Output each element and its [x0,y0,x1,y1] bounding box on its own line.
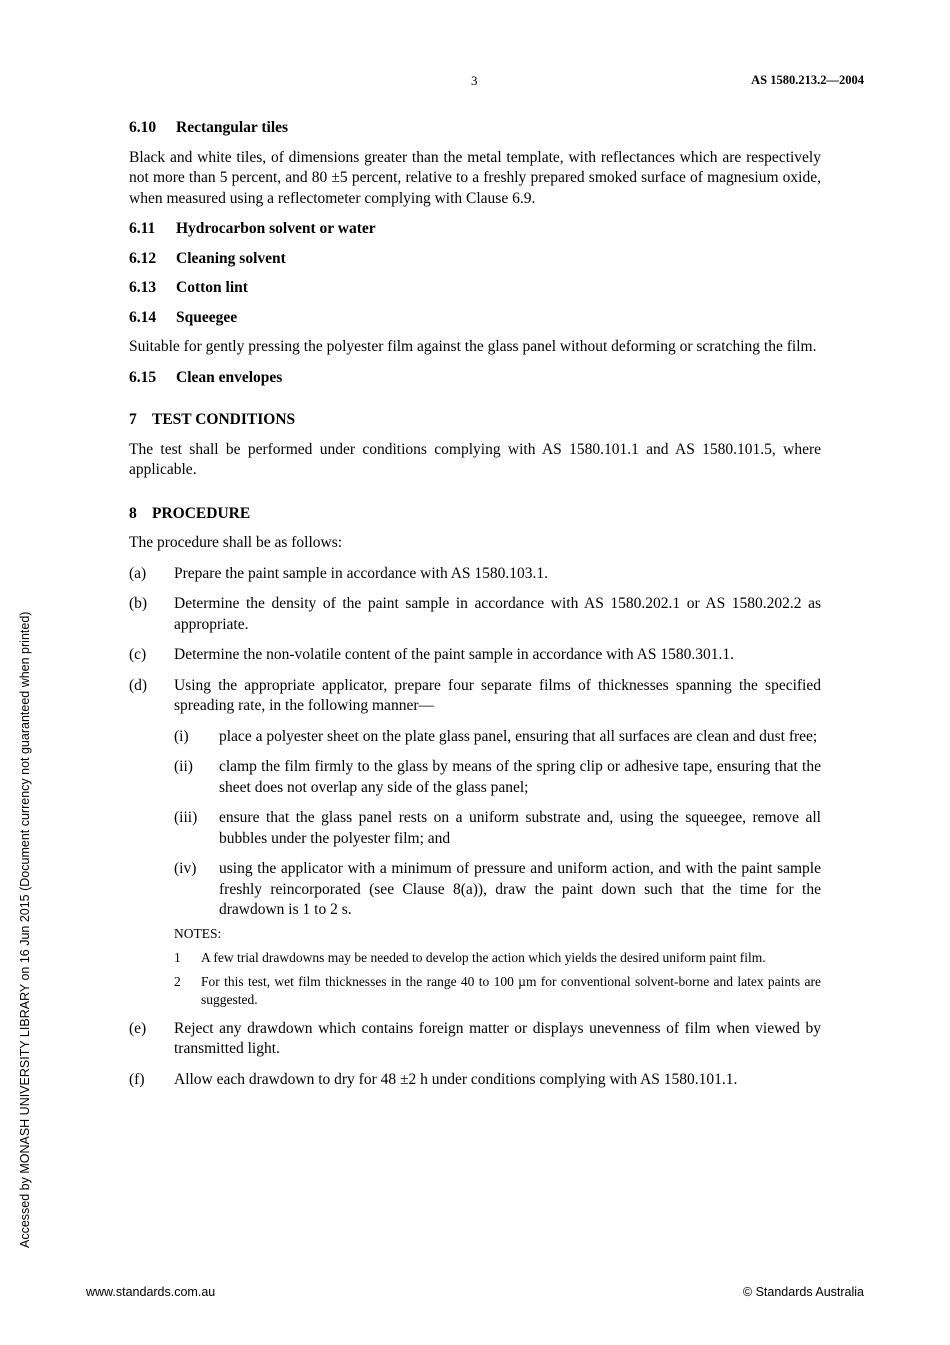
section-title: Rectangular tiles [176,119,289,136]
clause-heading [129,410,821,431]
access-watermark: Accessed by MONASH UNIVERSITY LIBRARY on 16 Jun 2015 (Document currency not guaranteed when printed) [18,611,32,1248]
procedure-substep [174,727,821,748]
page-number: 3 [471,73,478,88]
procedure-substep [174,757,821,798]
notes-block [174,925,821,1009]
clause-title: TEST CONDITIONS [152,411,296,428]
note [174,949,821,967]
note-label: 2 [174,973,181,989]
step-label: (a) [129,564,147,582]
step-label: (c) [129,646,147,663]
step-label: (d) [129,676,148,694]
section-number: 6.13 [129,279,157,296]
substep-label: (iii) [174,809,198,826]
section-title: Hydrocarbon solvent or water [176,220,376,237]
section-heading [129,219,821,240]
procedure-substep [174,859,821,921]
substep-label: (iv) [174,860,197,877]
step-text: Reject any drawdown which contains foreign matter or displays unevenness of film when viewed by transmitted light. [174,1019,821,1057]
procedure-step [129,645,821,666]
step-text: Using the appropriate applicator, prepare four separate films of thicknesses spanning the specified spreading rate, in the following manner— [174,676,821,714]
notes-title: NOTES: [174,925,222,941]
section-text: Suitable for gently pressing the polyester film against the glass panel without deforming or scratching the film. [129,338,817,355]
footer-website: www.standards.com.au [86,1285,216,1299]
note-label: 1 [174,949,181,965]
section-number: 6.12 [129,249,157,267]
clause-number: 7 [129,411,137,428]
step-label: (b) [129,595,148,612]
section-heading [129,368,821,389]
section-text: Black and white tiles, of dimensions greater than the metal template, with reflectances which are respectively not more than 5 percent, and 80 ±5 percent, relative to a freshly prepared smoked surface of magnesium oxide, when measured using a reflectometer complying with Clause 6.9. [129,148,821,207]
section-number: 6.15 [129,368,157,386]
procedure-step [129,1070,821,1091]
note [174,973,821,1009]
section-heading [129,278,821,299]
procedure-step [129,676,821,717]
step-text: Determine the non-volatile content of the paint sample in accordance with AS 1580.301.1. [174,646,734,663]
step-text: Determine the density of the paint sample in accordance with AS 1580.202.1 or AS 1580.202.2 as appropriate. [174,595,821,633]
step-text: Allow each drawdown to dry for 48 ±2 h under conditions complying with AS 1580.101.1. [174,1070,738,1088]
step-label: (f) [129,1070,145,1088]
clause-intro: The procedure shall be as follows: [129,534,343,551]
procedure-step [129,1019,821,1060]
document-body [129,118,821,1100]
section-number: 6.11 [129,220,156,237]
section-number: 6.14 [129,308,157,326]
section-title: Cleaning solvent [176,249,286,267]
section-number: 6.10 [129,119,157,136]
clause-heading [129,504,821,525]
standard-code: AS 1580.213.2—2004 [751,73,864,87]
section-heading [129,249,821,270]
step-label: (e) [129,1019,147,1037]
substep-text: clamp the film firmly to the glass by means of the spring clip or adhesive tape, ensuring that the sheet does not overlap any side of the glass panel; [219,758,821,796]
substep-text: place a polyester sheet on the plate glass panel, ensuring that all surfaces are clean and dust free; [219,727,818,745]
step-text: Prepare the paint sample in accordance with AS 1580.103.1. [174,564,549,582]
section-title: Clean envelopes [176,368,283,386]
procedure-step [129,594,821,635]
note-text: A few trial drawdowns may be needed to develop the action which yields the desired uniform paint film. [201,949,766,965]
note-text: For this test, wet film thicknesses in the range 40 to 100 µm for conventional solvent-borne and latex paints are suggested. [201,973,821,1007]
substep-text: ensure that the glass panel rests on a uniform substrate and, using the squeegee, remove all bubbles under the polyester film; and [219,809,821,847]
section-title: Cotton lint [176,279,248,296]
procedure-step [129,564,821,585]
procedure-substep [174,808,821,849]
clause-number: 8 [129,504,137,522]
section-title: Squeegee [176,308,238,326]
clause-text: The test shall be performed under conditions complying with AS 1580.101.1 and AS 1580.101.5, where applicable. [129,440,821,478]
footer-copyright: © Standards Australia [742,1285,864,1299]
substep-text: using the applicator with a minimum of pressure and uniform action, and with the paint sample freshly reincorporated (see Clause 8(a)), draw the paint down such that the time for the drawdown is 1 to 2 s. [219,860,821,918]
clause-title: PROCEDURE [152,504,251,522]
section-heading [129,308,821,329]
substep-label: (ii) [174,758,193,775]
substep-label: (i) [174,727,189,745]
section-heading [129,118,821,139]
